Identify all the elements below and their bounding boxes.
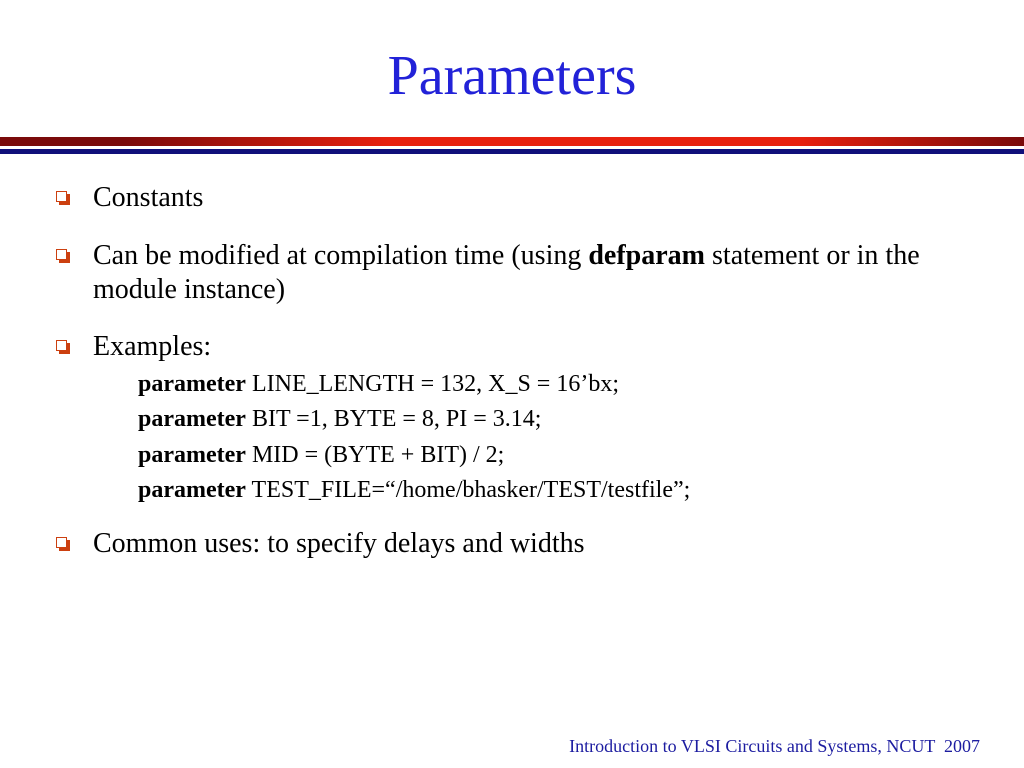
example-code: BIT =1, BYTE = 8, PI = 3.14; [251, 406, 542, 432]
bullet-text: Constants [93, 182, 204, 213]
title-divider-blue [0, 149, 1024, 154]
bullet-item-common-uses [56, 530, 585, 558]
example-code: TEST_FILE=“/home/bhasker/TEST/testfile”; [251, 477, 691, 503]
bullet-item-examples [56, 333, 211, 361]
bullet-text: Can be modified at compilation time (using [93, 240, 589, 271]
bullet-item-constants [56, 184, 203, 212]
bullet-text: Common uses: to specify delays and widths [93, 528, 585, 559]
example-line [138, 372, 619, 396]
bullet-text: Examples: [93, 331, 212, 362]
example-code: LINE_LENGTH = 132, X_S = 16’bx; [251, 371, 619, 397]
square-bullet-icon [56, 249, 67, 260]
bullet-keyword: defparam [588, 240, 706, 271]
slide-title: Parameters [387, 45, 637, 107]
bullet-text: statement or in the [705, 240, 920, 271]
square-bullet-icon [56, 340, 67, 351]
example-line [138, 407, 541, 431]
bullet-text: module instance) [93, 274, 286, 305]
example-keyword: parameter [138, 442, 246, 468]
square-bullet-icon [56, 191, 67, 202]
example-line [138, 443, 504, 467]
slide-footer: Introduction to VLSI Circuits and Systems, NCUT 2007 [569, 736, 980, 756]
bullet-item-defparam [56, 242, 920, 270]
example-code: MID = (BYTE + BIT) / 2; [251, 442, 505, 468]
bullet-item-defparam-continuation [56, 276, 285, 304]
example-keyword: parameter [138, 371, 246, 397]
example-keyword: parameter [138, 406, 246, 432]
example-keyword: parameter [138, 477, 246, 503]
square-bullet-icon [56, 537, 67, 548]
title-divider-red [0, 137, 1024, 146]
example-line [138, 478, 690, 502]
